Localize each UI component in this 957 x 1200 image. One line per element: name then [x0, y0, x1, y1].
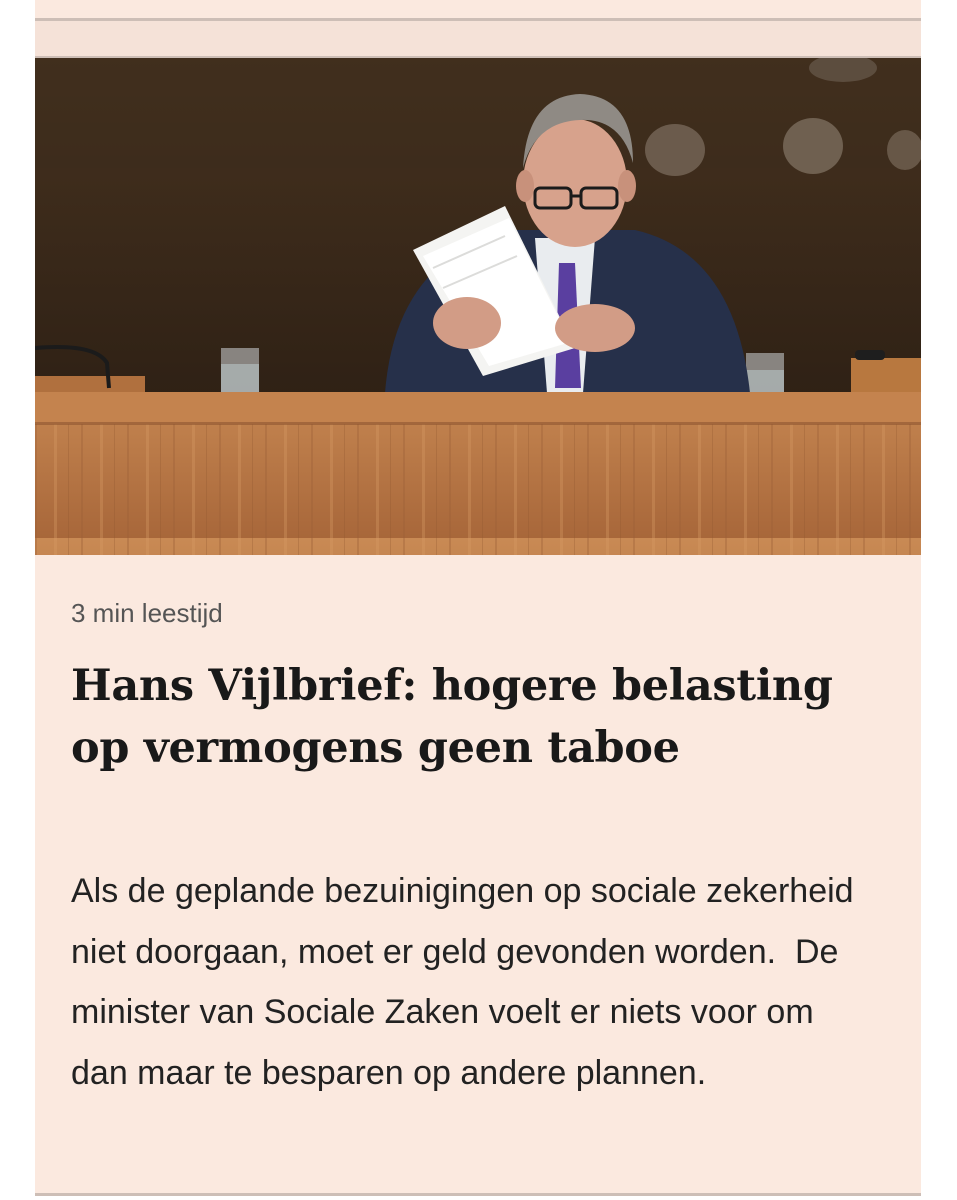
reading-time: 3 min leestijd — [71, 598, 223, 628]
article-photo-illustration — [35, 58, 921, 555]
article-lead: Als de geplande bezuinigingen op sociale zekerheid niet doorgaan, moet er geld gevonden worden. De minister van Sociale Zaken voelt er niets voor om dan maar te besparen op andere plannen. — [71, 872, 864, 1092]
card-bottom-border — [35, 1193, 921, 1196]
card-spacer-band — [35, 21, 921, 56]
article-card[interactable] — [35, 555, 921, 1193]
article-headline[interactable]: Hans Vijlbrief: hogere belasting op vermogens geen taboe — [71, 661, 833, 773]
article-photo[interactable] — [35, 58, 921, 555]
previous-card-bottom — [35, 0, 921, 18]
